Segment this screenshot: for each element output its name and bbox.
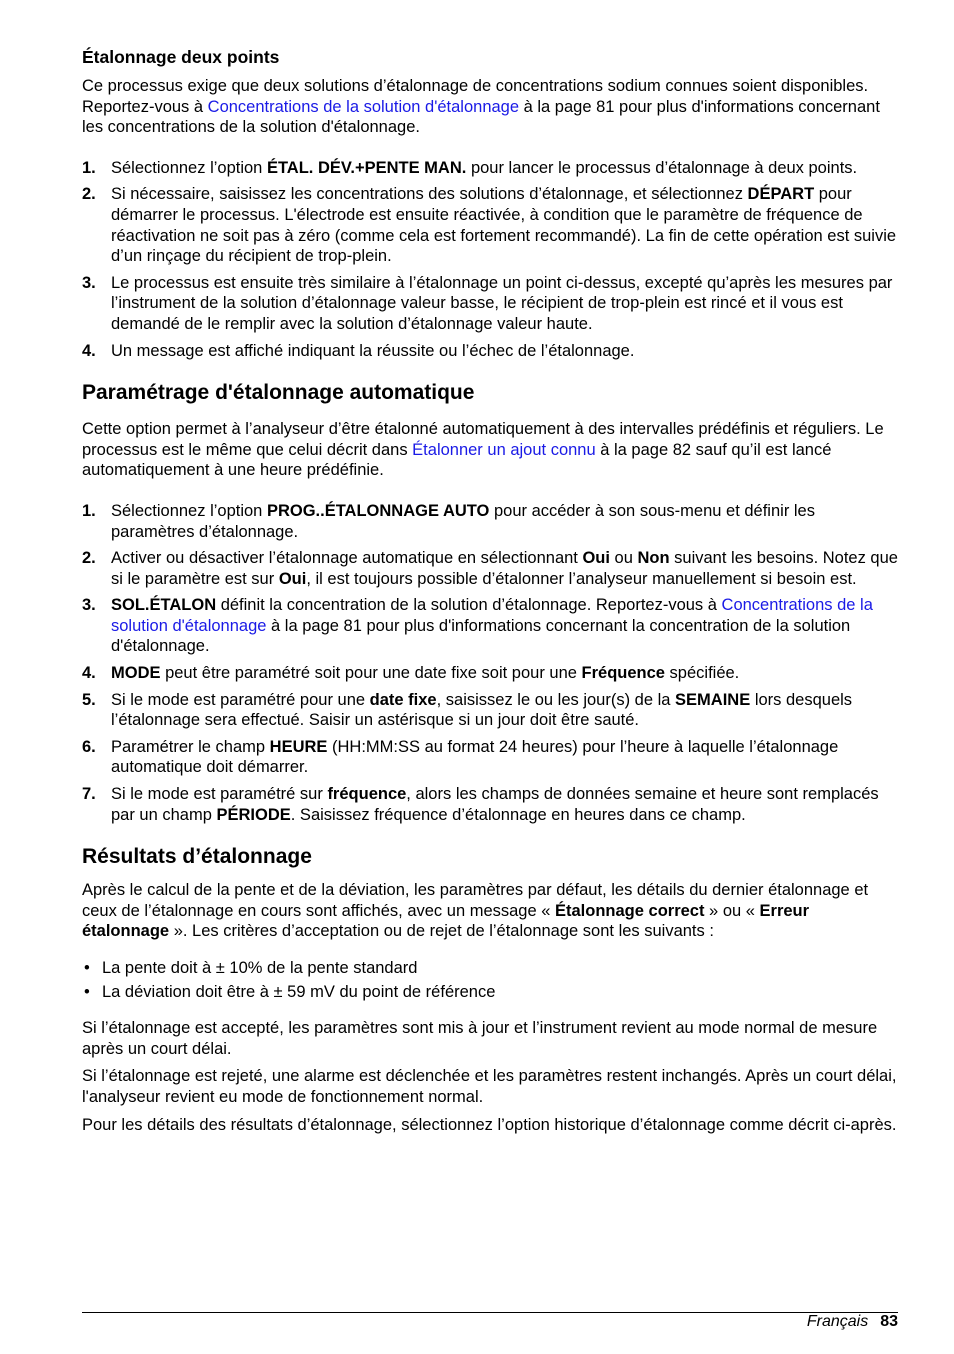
list-item: 1. Sélectionnez l’option ÉTAL. DÉV.+PENTE MAN. pour lancer le processus d’étalonnage à deux points.: [82, 158, 858, 177]
list-item: 2. Activer ou désactiver l’étalonnage automatique en sélectionnant Oui ou Non suivant les besoins. Notez que si le paramètre est sur Oui, il est toujours possible d’étalonner l’analyseur manuellement si besoin est.: [82, 549, 898, 588]
bullet: •: [84, 982, 90, 1001]
list-item: • La pente doit à ± 10% de la pente standard: [84, 959, 418, 977]
bullet: •: [84, 959, 90, 977]
section-heading-auto-calibration: Paramétrage d'étalonnage automatique: [82, 381, 475, 405]
list-item: 3. Le processus est ensuite très similaire à l’étalonnage un point ci-dessus, excepté qu’après les mesures par l’instrument de la solution d’étalonnage valeur basse, le récipient de trop-plein est rincé et il vous est demandé de le remplir avec la solution d’étalonnage valeur haute.: [82, 273, 893, 333]
steps-list: [82, 158, 898, 361]
page-number: 83: [880, 1313, 898, 1330]
list-item: 1. Sélectionnez l’option PROG..ÉTALONNAGE AUTO pour accéder à son sous-menu et définir les paramètres d’étalonnage.: [82, 501, 815, 541]
section-heading-results: Résultats d’étalonnage: [82, 845, 312, 869]
list-item: 4. MODE peut être paramétré soit pour une date fixe soit pour une Fréquence spécifiée.: [82, 664, 740, 683]
link-concentrations[interactable]: Concentrations de la solution d'étalonnage: [207, 97, 520, 116]
list-item: 6. Paramétrer le champ HEURE (HH:MM:SS au format 24 heures) pour l’heure à laquelle l’étalonnage automatique doit démarrer.: [82, 737, 839, 777]
paragraph: Si l’étalonnage est rejeté, une alarme est déclenchée et les paramètres restent inchangés. Après un court délai, l'analyseur revient eu mode de fonctionnement normal.: [82, 1067, 897, 1106]
criteria-list: [82, 958, 898, 1002]
footer-divider: [82, 1312, 898, 1313]
section-intro: Ce processus exige que deux solutions d’étalonnage de concentrations sodium connues soient disponibles. Reportez-vous à Concentrations de la solution d'étalonnage à la page 81 pour plus d'informations concernant les concentrations de la solution d'étalonnage.: [82, 77, 880, 137]
page-content: [82, 46, 898, 1135]
section-intro: Cette option permet à l’analyseur d’être étalonné automatiquement à des intervalles prédéfinis et réguliers. Le processus est le même que celui décrit dans Étalonner un ajout connu à la page 82 sauf qu’il est lancé automatiquement à une heure prédéfinie.: [82, 420, 884, 480]
paragraph: Pour les détails des résultats d’étalonnage, sélectionnez l’option historique d’étalonnage comme décrit ci-après.: [82, 1115, 897, 1134]
list-item: • La déviation doit être à ± 59 mV du point de référence: [84, 982, 496, 1001]
list-item: 5. Si le mode est paramétré pour une date fixe, saisissez le ou les jour(s) de la SEMAINE lors desquels l’étalonnage sera effectué. Saisir un astérisque si un jour doit être sauté.: [82, 690, 853, 730]
section-heading-two-point: Étalonnage deux points: [82, 47, 280, 67]
steps-list: [82, 501, 898, 825]
footer-language: Français: [806, 1313, 869, 1330]
section-intro: Après le calcul de la pente et de la déviation, les paramètres par défaut, les détails du dernier étalonnage et ceux de l’étalonnage en cours sont affichés, avec un message « Étalonnage correct » ou « Erreur étalonnage ». Les critères d’acceptation ou de rejet de l’étalonnage sont les suivants :: [82, 881, 869, 941]
page-footer: [807, 1312, 898, 1332]
link-concentrations[interactable]: Concentrations de la solution d'étalonnage: [111, 596, 873, 635]
list-item: 2. Si nécessaire, saisissez les concentrations des solutions d’étalonnage, et sélectionnez DÉPART pour démarrer le processus. L'électrode est ensuite réactivée, à condition que le paramètre de fréquence de réactivation ne soit pas à zéro (comme cela est fortement recommandé). La fin de cette opération est suivie d’un rinçage du récipient de trop-plein.: [82, 185, 897, 266]
list-item: 3. SOL.ÉTALON définit la concentration de la solution d’étalonnage. Reportez-vous à Concentrations de la solution d'étalonnage à la page 81 pour plus d'informations concernant la concentration de la solution d'étalonnage.: [82, 596, 873, 656]
link-known-addition[interactable]: Étalonner un ajout connu: [412, 440, 596, 459]
list-item: 4. Un message est affiché indiquant la réussite ou l’échec de l’étalonnage.: [82, 341, 635, 360]
list-item: 7. Si le mode est paramétré sur fréquence, alors les champs de données semaine et heure sont remplacés par un champ PÉRIODE. Saisissez fréquence d’étalonnage en heures dans ce champ.: [82, 785, 879, 824]
paragraph: Si l’étalonnage est accepté, les paramètres sont mis à jour et l’instrument revient au mode normal de mesure après un court délai.: [82, 1019, 878, 1058]
